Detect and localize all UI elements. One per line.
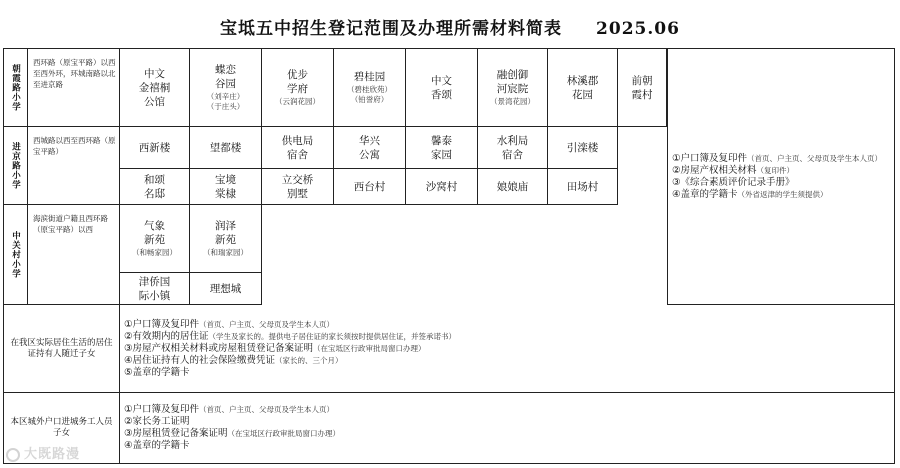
school-label: 朝霞路小学	[10, 63, 21, 112]
community-note: （和瑞家园）	[203, 248, 248, 257]
material-line	[672, 165, 894, 177]
community-cell	[190, 49, 262, 127]
material-line	[124, 343, 894, 355]
community-name: 优步 学府	[287, 69, 308, 95]
community-cell	[120, 273, 190, 305]
community-name: 引滦楼	[566, 141, 599, 154]
material-main: ②房屋产权相关材料	[672, 164, 757, 176]
community-name: 馨泰 家园	[431, 134, 452, 161]
material-line	[124, 440, 894, 452]
community-cell	[120, 49, 190, 127]
worker-materials	[120, 393, 894, 463]
community-cell	[618, 49, 667, 127]
community-cell	[406, 49, 478, 127]
community-cell	[406, 127, 478, 169]
community-name: 华兴 公寓	[359, 134, 380, 161]
community-cell	[190, 273, 262, 305]
community-cell	[262, 127, 334, 169]
community-name: 立交桥 别墅	[281, 173, 314, 200]
page-title	[0, 14, 900, 39]
material-note: （外省返津的学生须提供）	[737, 189, 828, 199]
community-cell	[190, 127, 262, 169]
community-cell	[190, 205, 262, 273]
material-main: ③《综合素质评价记录手册》	[672, 176, 795, 188]
material-line	[672, 153, 894, 165]
registration-table	[3, 48, 895, 464]
community-name: 碧桂园	[353, 71, 386, 83]
material-line	[124, 331, 894, 343]
material-line	[124, 319, 894, 331]
community-cell	[548, 49, 618, 127]
community-name: 宝境 棠棣	[215, 173, 236, 200]
community-name: 沙窝村	[425, 180, 458, 193]
community-cell	[478, 169, 548, 205]
community-name: 供电局 宿舍	[281, 134, 314, 161]
material-main: ④盖章的学籍卡	[672, 188, 738, 200]
material-line	[124, 416, 894, 428]
community-name: 西新楼	[138, 141, 171, 154]
community-name: 润泽 新苑	[215, 220, 236, 246]
community-note: （云润花园）	[275, 97, 320, 106]
community-cell	[548, 127, 618, 169]
material-main: ③房屋租赁登记备案证明	[124, 428, 228, 439]
community-cell	[478, 127, 548, 169]
watermark	[6, 443, 80, 462]
community-name: 中文 香颂	[431, 74, 452, 101]
material-note: （首页、户主页、父母页及学生本人页）	[747, 153, 883, 163]
school-name-chaoxia	[4, 49, 28, 127]
community-cell	[334, 49, 406, 127]
community-cell	[120, 127, 190, 169]
school-area-chaoxia: 西环路（原宝平路）以西至西外环，环城南路以北至进京路	[28, 49, 120, 127]
community-cell	[262, 49, 334, 127]
community-name: 气象 新苑	[144, 220, 165, 246]
material-note: （家长的、三个月）	[275, 355, 343, 365]
school-name-jinjing	[4, 127, 28, 205]
material-line	[124, 367, 894, 379]
resident-materials	[120, 305, 894, 393]
community-name: 蝶恋 谷园	[215, 64, 236, 90]
community-cell	[406, 169, 478, 205]
material-main: ③房屋产权相关材料或房屋租赁登记备案证明	[124, 342, 314, 354]
material-main: ②家长务工证明	[124, 416, 190, 427]
material-note: （首页、户主页、父母页及学生本人页）	[199, 405, 335, 414]
community-cell	[120, 205, 190, 273]
material-main: ④盖章的学籍卡	[124, 440, 190, 451]
community-name: 西台村	[353, 180, 386, 193]
material-main: ④居住证持有人的社会保险缴费凭证	[124, 354, 276, 366]
community-cell	[478, 49, 548, 127]
material-note: （复印件）	[756, 165, 795, 175]
community-name: 前朝 霞村	[631, 74, 653, 101]
community-name: 融创御 河宸院	[496, 69, 529, 95]
school-area-jinjing: 西城路以西至西环路（原宝平路）	[28, 127, 120, 205]
material-line	[672, 189, 894, 201]
community-note: （碧桂欣苑） （铂誉府）	[347, 85, 392, 104]
community-name: 林溪郡 花园	[566, 74, 599, 101]
community-name: 和颂 名邸	[144, 173, 165, 200]
community-name: 田场村	[566, 180, 599, 193]
school-area-zhongguancun: 海滨街道户籍且西环路（原宝平路）以西	[28, 205, 120, 305]
material-main: ①户口簿及复印件	[124, 318, 200, 330]
community-name: 水利局 宿舍	[496, 134, 529, 161]
title-text: 宝坻五中招生登记范围及办理所需材料简表	[220, 19, 563, 39]
community-note: （景湾花园）	[490, 97, 535, 106]
school-label: 中关村小学	[10, 230, 21, 279]
community-name: 中文 金禧桐 公馆	[138, 67, 171, 108]
community-cell	[334, 127, 406, 169]
community-cell	[548, 169, 618, 205]
watermark-text: 大既路漫	[24, 447, 81, 462]
category-worker: 本区城外户口进城务工人员子女	[4, 393, 120, 463]
community-cell	[120, 169, 190, 205]
material-note: （在宝坻区行政审批局窗口办理）	[227, 429, 341, 438]
material-note: （在宝坻区行政审批局窗口办理）	[313, 343, 426, 353]
material-main: ①户口簿及复印件	[124, 404, 200, 415]
community-name: 望都楼	[209, 141, 242, 154]
community-note: （刘辛庄） （于庄头）	[206, 92, 245, 111]
material-line	[672, 177, 894, 189]
school-name-zhongguancun	[4, 205, 28, 305]
title-year: 2025.06	[596, 19, 680, 39]
material-line	[124, 404, 894, 416]
material-main: ②有效期内的居住证	[124, 330, 209, 342]
community-note: （和畅家园）	[132, 248, 177, 257]
community-name: 理想城	[209, 282, 242, 295]
watermark-logo-icon	[6, 448, 20, 462]
community-cell	[190, 169, 262, 205]
community-cell	[262, 169, 334, 205]
material-note: （首页、户主页、父母页及学生本人页）	[199, 319, 335, 329]
general-materials	[667, 49, 894, 305]
community-name: 娘娘庙	[496, 180, 529, 193]
community-name: 津侨国 际小镇	[138, 275, 171, 302]
material-line	[124, 428, 894, 440]
material-main: ⑤盖章的学籍卡	[124, 366, 190, 378]
category-resident: 在我区实际居住生活的居住证持有人随迁子女	[4, 305, 120, 393]
school-label: 进京路小学	[10, 141, 21, 190]
community-cell	[334, 169, 406, 205]
material-line	[124, 355, 894, 367]
material-main: ①户口簿及复印件	[672, 152, 748, 164]
material-note: （学生及家长的。提供电子居住证的家长须按时提供居住证，并签承诺书）	[208, 331, 457, 341]
